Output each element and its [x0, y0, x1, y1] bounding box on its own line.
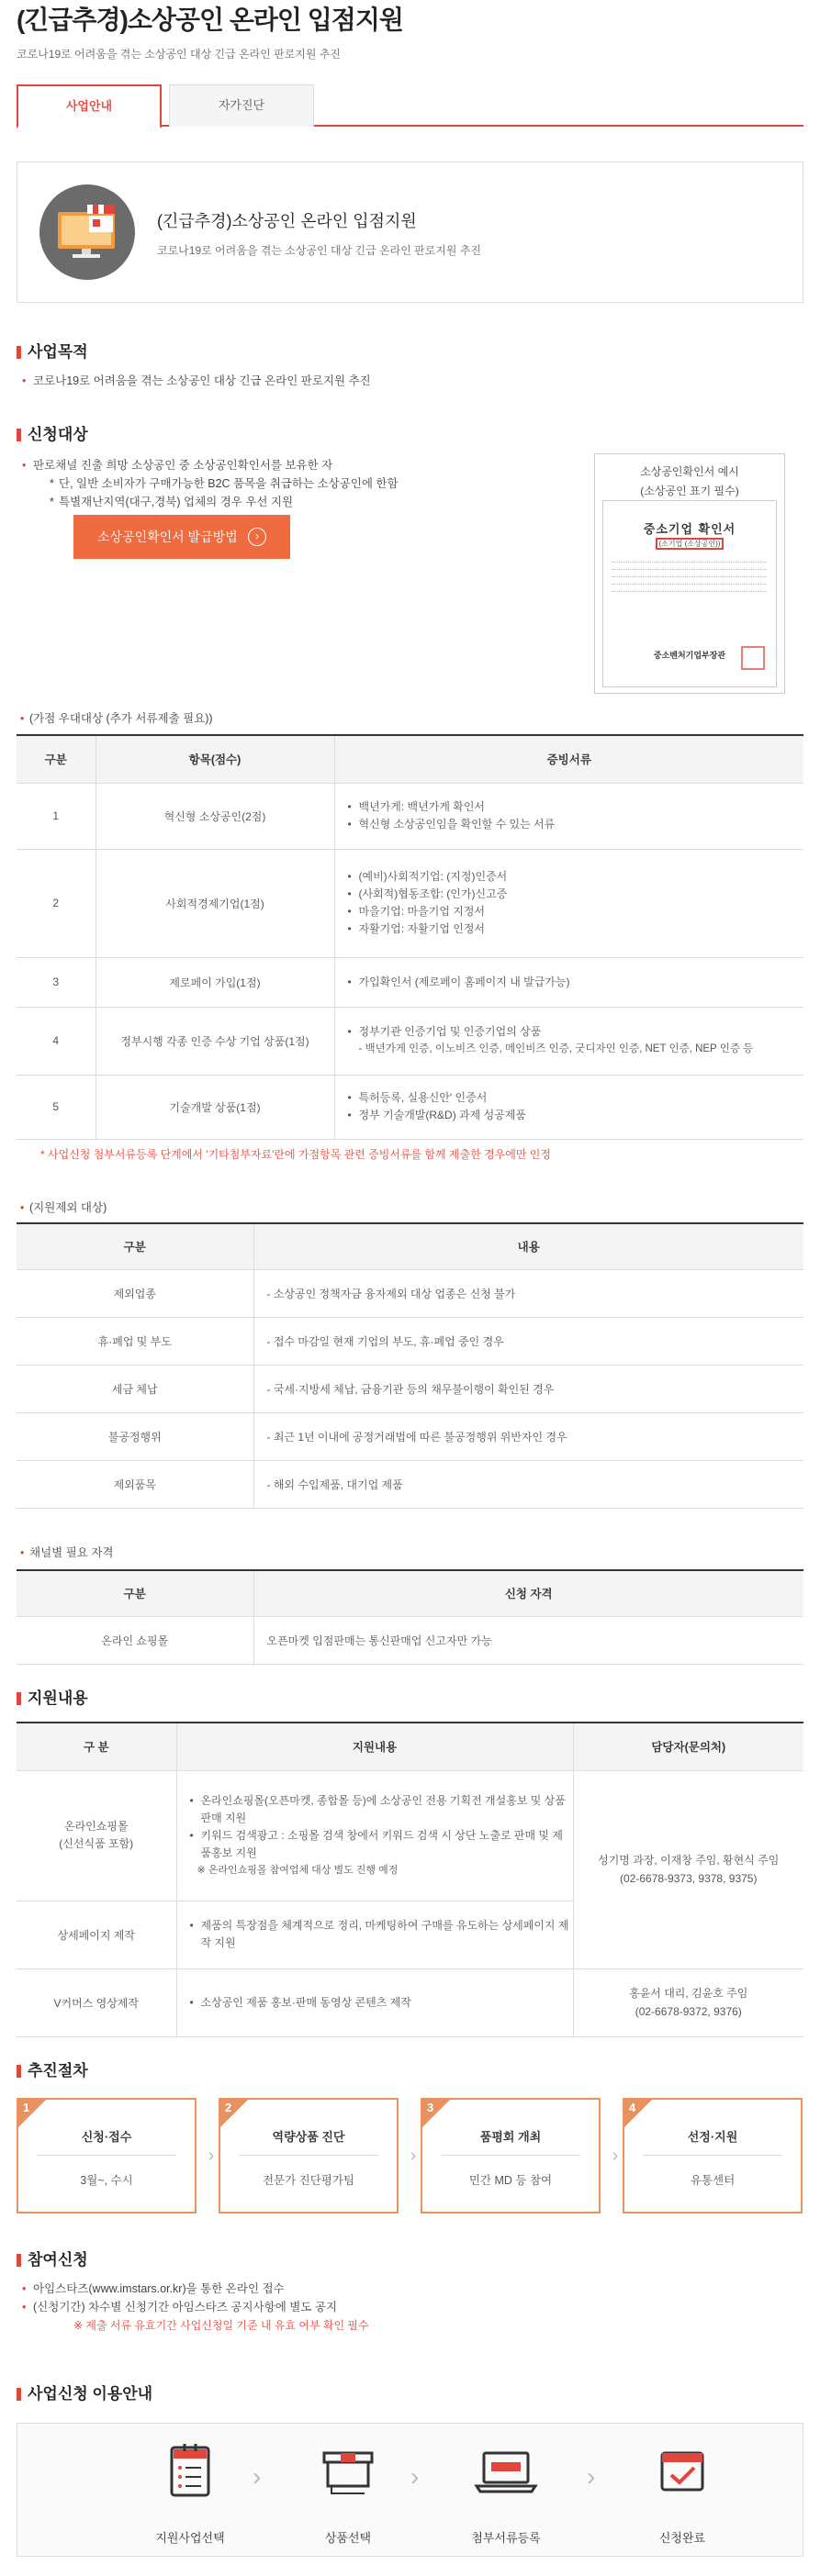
step-desc: 유통센터: [690, 2174, 736, 2187]
excluded-cell-content: - 소상공인 정책자금 융자제외 대상 업종은 신청 불가: [253, 1269, 803, 1317]
bonus-doc: • 가입확인서 (제로페이 홈페이지 내 발급가능): [348, 974, 804, 991]
laptop-upload-icon: [469, 2440, 543, 2504]
excluded-cell-type: 세금 체납: [17, 1365, 253, 1412]
table-row: [17, 1075, 803, 1139]
excluded-header-type: 구분: [17, 1223, 253, 1269]
support-table: [17, 1722, 803, 2037]
step-desc: 전문가 진단평가팀: [262, 2174, 355, 2187]
excluded-cell-type: 제외업종: [17, 1269, 253, 1317]
support-header-contact: 담당자(문의처): [573, 1723, 803, 1770]
table-row: [17, 1365, 803, 1412]
package-box-icon: [311, 2440, 385, 2504]
excluded-cell-type: 제외품목: [17, 1460, 253, 1508]
contact-names: 성기명 과장, 이재창 주임, 황현식 주임: [598, 1854, 780, 1867]
chevron-right-icon: ›: [410, 2462, 420, 2491]
section-heading-apply: 참여신청: [17, 2250, 803, 2270]
bonus-doc: • 혁신형 소상공인임을 확인할 수 있는 서류: [348, 816, 804, 833]
bonus-cell-docs: [334, 849, 803, 957]
channel-header-content: 신청 자격: [253, 1570, 803, 1616]
step-number: 2: [225, 2101, 232, 2114]
channel-header-type: 구분: [17, 1570, 253, 1616]
bonus-cell-docs: [334, 1075, 803, 1139]
cert-caption-1: 소상공인확인서 예시: [640, 465, 739, 478]
bonus-doc: • 정부기관 인증기업 및 인증기업의 상품: [348, 1023, 804, 1041]
section-heading-purpose: 사업목적: [17, 342, 803, 362]
apply-line-1: • 아임스타즈(www.imstars.or.kr)을 통한 온라인 접수: [17, 2280, 803, 2298]
certificate-guide-label: 소상공인확인서 발급방법: [97, 530, 238, 544]
bonus-cell-item: 사회적경제기업(1점): [95, 849, 334, 957]
guide-step-label: 상품선택: [324, 2531, 372, 2545]
excluded-table: [17, 1222, 803, 1509]
support-item: • 소상공인 제품 홍보·판매 동영상 콘텐츠 제작: [190, 1994, 573, 2012]
bonus-cell-no: 4: [17, 1007, 95, 1075]
intro-title: (긴급추경)소상공인 온라인 입점지원: [157, 212, 417, 230]
table-row: [17, 1007, 803, 1075]
process-step: [17, 2098, 197, 2214]
chevron-right-icon: ›: [253, 2462, 262, 2491]
excluded-header-content: 내용: [253, 1223, 803, 1269]
bonus-header-item: 항목(점수): [95, 735, 334, 783]
certificate-guide-button[interactable]: [73, 515, 290, 559]
bonus-doc: • 백년가게: 백년가게 확인서: [348, 798, 804, 816]
table-row: [17, 1460, 803, 1508]
tab-business-info[interactable]: 사업안내: [17, 84, 162, 128]
support-contact-2: [573, 1968, 803, 2036]
support-item: • 키워드 검색광고 : 소핑몰 검색 창에서 키워드 검색 시 상단 노출로 판매 및 제품홍보 지원: [190, 1827, 573, 1862]
excluded-label: • (지원제외 대상): [17, 1199, 803, 1217]
process-steps: [17, 2098, 803, 2215]
chevron-right-icon: ›: [208, 2146, 215, 2166]
clipboard-list-icon: [153, 2440, 227, 2504]
table-row: [17, 957, 803, 1007]
page-subtitle: 코로나19로 어려움을 겪는 소상공인 대상 긴급 온라인 판로지원 추진: [17, 48, 342, 61]
intro-description: 코로나19로 어려움을 겪는 소상공인 대상 긴급 온라인 판로지원 추진: [157, 244, 482, 257]
bonus-doc: • 특허등록, 실용신안' 인증서: [348, 1089, 804, 1107]
support-contact-1: [573, 1770, 803, 1968]
purpose-item: • 코로나19로 어려움을 겪는 소상공인 대상 긴급 온라인 판로지원 추진: [17, 372, 803, 390]
bonus-doc: • 마을기업: 마을기업 지정서: [348, 903, 804, 920]
bonus-cell-item: 정부시행 각종 인증 수상 기업 상품(1점): [95, 1007, 334, 1075]
channel-cell-content: 오픈마켓 입점판매는 통신판매업 신고자만 가능: [253, 1616, 803, 1664]
guide-step: [293, 2440, 403, 2546]
bonus-doc: • 정부 기술개발(R&D) 과제 성공제품: [348, 1107, 804, 1124]
bonus-cell-item: 기술개발 상품(1점): [95, 1075, 334, 1139]
bonus-cell-no: 1: [17, 783, 95, 849]
bonus-table: [17, 734, 803, 1140]
apply-line-3: ※ 제출 서류 유효기간 사업신청일 기준 내 유효 여부 확인 필수: [73, 2319, 369, 2332]
bonus-cell-docs: [334, 783, 803, 849]
bonus-header-no: 구분: [17, 735, 95, 783]
bonus-label: • (가점 우대대상 (추가 서류제출 필요)): [17, 709, 803, 728]
bonus-cell-no: 5: [17, 1075, 95, 1139]
monitor-shop-icon: [52, 203, 122, 262]
section-heading-guide: 사업신청 이용안내: [17, 2384, 803, 2404]
process-step: [421, 2098, 601, 2214]
cert-doc-org: 중소벤처기업부장관: [653, 651, 726, 660]
process-step: [219, 2098, 399, 2214]
guide-step-label: 첨부서류등록: [471, 2531, 541, 2545]
support-cell-content: [176, 1770, 573, 1901]
cert-doc-badge: (소기업 (소상공인)): [656, 538, 725, 550]
table-row: [17, 1269, 803, 1317]
step-title: 신청·접수: [81, 2130, 132, 2144]
chevron-right-icon: ›: [612, 2146, 619, 2166]
contact-phone: (02-6678-9373, 9378, 9375): [620, 1872, 758, 1885]
page-title: (긴급추경)소상공인 온라인 입점지원: [17, 6, 403, 34]
contact-names: 홍윤서 대리, 김윤호 주임: [629, 1987, 748, 2000]
support-item: • 온라인쇼핑몰(오픈마켓, 종합몰 등)에 소상공인 전용 기획전 개설홍보 및 상품판매 지원: [190, 1792, 573, 1827]
section-heading-target: 신청대상: [17, 425, 803, 445]
table-row: [17, 849, 803, 957]
support-cell-type: 상세페이지 제작: [17, 1901, 176, 1968]
guide-step: [627, 2440, 737, 2546]
support-cell-type: V커머스 영상제작: [17, 1968, 176, 2036]
target-sub-1: * 단, 일반 소비자가 구매가능한 B2C 품목을 취급하는 소상공인에 한함: [17, 474, 803, 493]
tab-bar: [17, 84, 803, 127]
channel-cell-type: 온라인 쇼핑몰: [17, 1616, 253, 1664]
target-main: • 판로채널 진출 희망 소상공인 중 소상공인확인서를 보유한 자: [17, 456, 803, 474]
guide-step: [135, 2440, 245, 2546]
excluded-cell-type: 휴·폐업 및 부도: [17, 1317, 253, 1365]
step-number: 4: [629, 2101, 636, 2114]
guide-step-label: 지원사업선택: [155, 2531, 225, 2545]
cert-doc-title: 중소기업 확인서: [643, 523, 736, 537]
excluded-cell-content: - 국세·지방세 체납, 금융기관 등의 채무불이행이 확인된 경우: [253, 1365, 803, 1412]
bonus-doc: • 자활기업: 자활기업 인정서: [348, 920, 804, 938]
step-number: 1: [23, 2101, 30, 2114]
certificate-example-box: [594, 453, 785, 694]
support-header-type: 구 분: [17, 1723, 176, 1770]
target-sub-2: * 특별재난지역(대구,경북) 업체의 경우 우선 지원: [17, 493, 803, 511]
contact-phone: (02-6678-9372, 9376): [635, 2005, 742, 2018]
table-row: [17, 783, 803, 849]
support-cell-content: [176, 1968, 573, 2036]
guide-step: [451, 2440, 561, 2546]
bonus-cell-item: 혁신형 소상공인(2점): [95, 783, 334, 849]
table-row: [17, 1968, 803, 2036]
table-row: [17, 1412, 803, 1460]
bonus-note: * 사업신청 첨부서류등록 단계에서 '기타첨부자료'란에 가점항목 관련 증빙서류를 함께 제출한 경우에만 인정: [40, 1148, 551, 1161]
support-cell-type: 온라인쇼핑몰 (신선식품 포함): [17, 1770, 176, 1901]
bonus-doc: • (사회적)협동조합: (인가)신고증: [348, 886, 804, 903]
bonus-doc: • (예비)사회적기업: (지정)인증서: [348, 868, 804, 886]
cert-document: [602, 500, 777, 687]
guide-step-label: 신청완료: [658, 2531, 706, 2545]
chevron-right-icon: ›: [410, 2146, 417, 2166]
step-title: 선정·지원: [687, 2130, 738, 2144]
step-title: 품평회 개최: [479, 2130, 542, 2144]
chevron-right-icon: ›: [587, 2462, 596, 2491]
intro-box: [17, 162, 803, 303]
bonus-cell-docs: [334, 957, 803, 1007]
excluded-cell-content: - 해외 수입제품, 대기업 제품: [253, 1460, 803, 1508]
table-row: [17, 1317, 803, 1365]
support-header-content: 지원내용: [176, 1723, 573, 1770]
seal-stamp: [741, 646, 765, 670]
intro-illustration: [39, 184, 135, 280]
section-heading-process: 추진절차: [17, 2061, 803, 2081]
tab-self-diagnosis[interactable]: 자가진단: [169, 84, 314, 127]
step-desc: 민간 MD 등 참여: [468, 2174, 553, 2187]
support-footnote: ※ 온라인쇼핑몰 참여업체 대상 별도 진행 예정: [197, 1864, 399, 1876]
support-cell-content: [176, 1901, 573, 1968]
excluded-cell-content: - 접수 마감일 현재 기업의 부도, 휴·폐업 중인 경우: [253, 1317, 803, 1365]
bonus-cell-item: 제로페이 가입(1점): [95, 957, 334, 1007]
excluded-cell-content: - 최근 1년 이내에 공정거래법에 따른 불공정행위 위반자인 경우: [253, 1412, 803, 1460]
table-row: [17, 1770, 803, 1901]
arrow-right-icon: ›: [248, 528, 266, 546]
channel-table: [17, 1569, 803, 1665]
table-row: [17, 1616, 803, 1664]
bonus-cell-no: 2: [17, 849, 95, 957]
cert-caption-2: (소상공인 표기 필수): [640, 485, 739, 497]
guide-flow: [17, 2423, 803, 2557]
step-number: 3: [427, 2101, 434, 2114]
step-desc: 3월~, 수시: [80, 2174, 133, 2187]
section-heading-support: 지원내용: [17, 1689, 803, 1709]
bonus-cell-no: 3: [17, 957, 95, 1007]
step-title: 역량상품 진단: [272, 2130, 345, 2144]
bonus-header-docs: 증빙서류: [334, 735, 803, 783]
process-step: [623, 2098, 803, 2214]
bonus-cell-docs: [334, 1007, 803, 1075]
excluded-cell-type: 불공정행위: [17, 1412, 253, 1460]
bonus-doc-extra: - 백년가게 인증, 이노비즈 인증, 메인비즈 인증, 굿디자인 인증, NET 인증, NEP 인증 등: [358, 1043, 754, 1054]
check-box-icon: [646, 2440, 719, 2504]
apply-line-2: • (신청기간) 차수별 신청기간 아임스타즈 공지사항에 별도 공지: [17, 2298, 803, 2316]
channel-label: • 채널별 필요 자격: [17, 1544, 803, 1562]
support-item: • 제품의 특장점을 체계적으로 정리, 마케팅하여 구매를 유도하는 상세페이지 제작 지원: [190, 1917, 573, 1952]
